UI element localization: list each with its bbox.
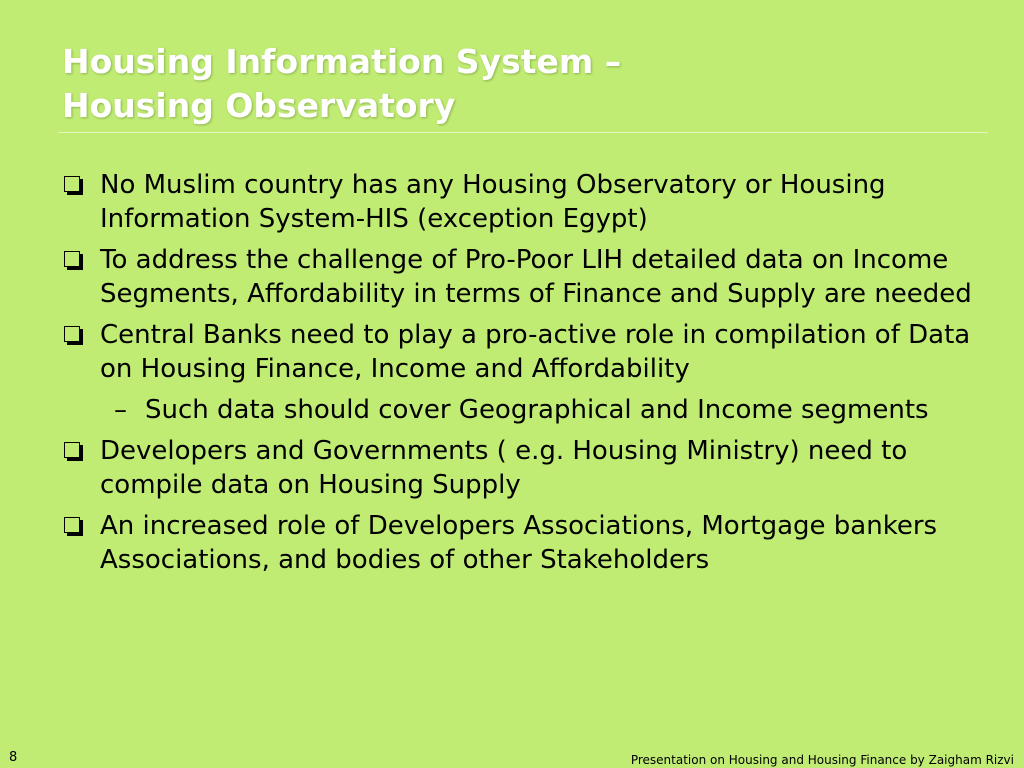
dash-bullet-icon: – [114, 395, 127, 425]
checkbox-bullet-icon [64, 442, 80, 458]
bullet-text: To address the challenge of Pro-Poor LIH detailed data on Income Segments, Affordability in terms of Finance and Supply are needed [100, 245, 972, 309]
checkbox-bullet-icon [64, 517, 80, 533]
checkbox-bullet-icon [64, 326, 80, 342]
bullet-text: Central Banks need to play a pro-active role in compilation of Data on Housing Finance, Income and Affordability [100, 320, 971, 384]
bullet-list [62, 168, 982, 584]
title-divider [58, 132, 988, 133]
bullet-text: Developers and Governments ( e.g. Housing Ministry) need to compile data on Housing Supply [100, 436, 908, 500]
sub-bullet-item [62, 393, 982, 427]
bullet-text: No Muslim country has any Housing Observatory or Housing Information System-HIS (exception Egypt) [100, 170, 886, 234]
checkbox-bullet-icon [64, 251, 80, 267]
footer-text: Presentation on Housing and Housing Finance by Zaigham Rizvi [630, 753, 1014, 767]
slide-title [62, 40, 962, 128]
slide-title-line-2: Housing Observatory [62, 86, 456, 125]
slide-number: 8 [9, 750, 18, 765]
bullet-text: An increased role of Developers Associations, Mortgage bankers Associations, and bodies of other Stakeholders [100, 511, 938, 575]
checkbox-bullet-icon [64, 176, 80, 192]
bullet-item [62, 243, 982, 311]
bullet-item [62, 434, 982, 502]
bullet-item [62, 168, 982, 236]
bullet-item [62, 318, 982, 386]
slide-title-line-1: Housing Information System – [62, 42, 622, 81]
sub-bullet-text: Such data should cover Geographical and Income segments [145, 395, 929, 425]
bullet-item [62, 509, 982, 577]
